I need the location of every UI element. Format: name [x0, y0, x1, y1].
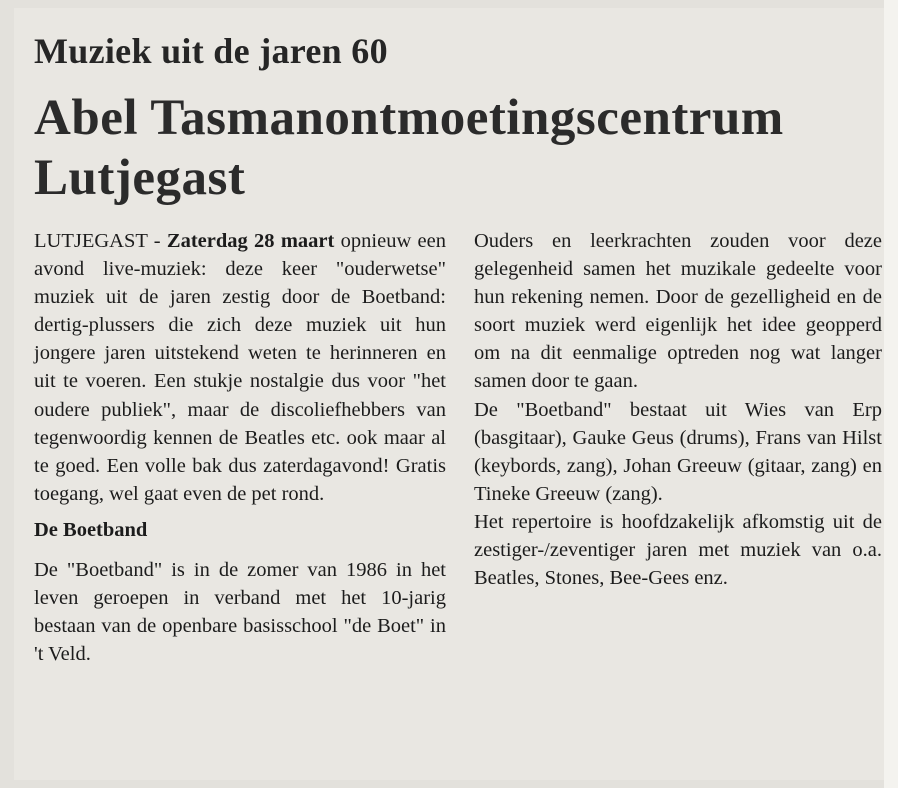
headline-line-2: Lutjegast: [34, 150, 246, 206]
repertoire-paragraph: Het repertoire is hoofdzakelijk afkomstig uit de zestiger-/zeventiger jaren met muziek van o.a. Beatles, Stones, Bee-Gees enz.: [474, 510, 882, 590]
dateline-place: LUTJEGAST -: [34, 230, 167, 252]
article-subheading: De Boetband: [34, 518, 148, 541]
headline-line-1: Abel Tasmanontmoetingscentrum: [34, 90, 784, 146]
clipping-edge: [884, 0, 898, 788]
dateline-date: Zaterdag 28 maart: [166, 230, 335, 252]
parents-paragraph: Ouders en leerkrachten zouden voor deze gelegenheid samen het muzikale gedeelte voor hun rekening nemen. Door de gezelligheid en de soort muziek werd eigenlijk het idee geopperd om na dit eenmalige optreden nog wat langer samen door te gaan.: [474, 230, 882, 393]
article-column-left: [34, 227, 446, 668]
article-column-right: [474, 227, 882, 592]
intro-paragraph: [34, 227, 446, 508]
intro-text: opnieuw een avond live-muziek: deze keer "ouderwetse" muziek uit de jaren zestig door de Boetband: dertig-plussers die zich deze muziek uit hun jongere jaren uitstekend weten te herinneren en uit te voeren. Een stukje nostalgie dus voor "het oudere publiek", maar de discoliefhebbers van tegenwoordig kennen de Beatles etc. ook maar al te goed. Een volle bak dus zaterdagavond! Gratis toegang, wel gaat even de pet rond.: [34, 230, 446, 505]
members-paragraph: De "Boetband" bestaat uit Wies van Erp (basgitaar), Gauke Geus (drums), Frans van Hilst (keybords, zang), Johan Greeuw (gitaar, zang) en Tineke Greeuw (zang).: [474, 398, 882, 505]
article-headline: [34, 88, 884, 208]
origin-paragraph: De "Boetband" is in de zomer van 1986 in het leven geroepen in verband met het 10-jarig bestaan van de openbare basisschool "de Boet" in 't Veld.: [34, 559, 446, 666]
article-kicker: Muziek uit de jaren 60: [34, 31, 388, 71]
